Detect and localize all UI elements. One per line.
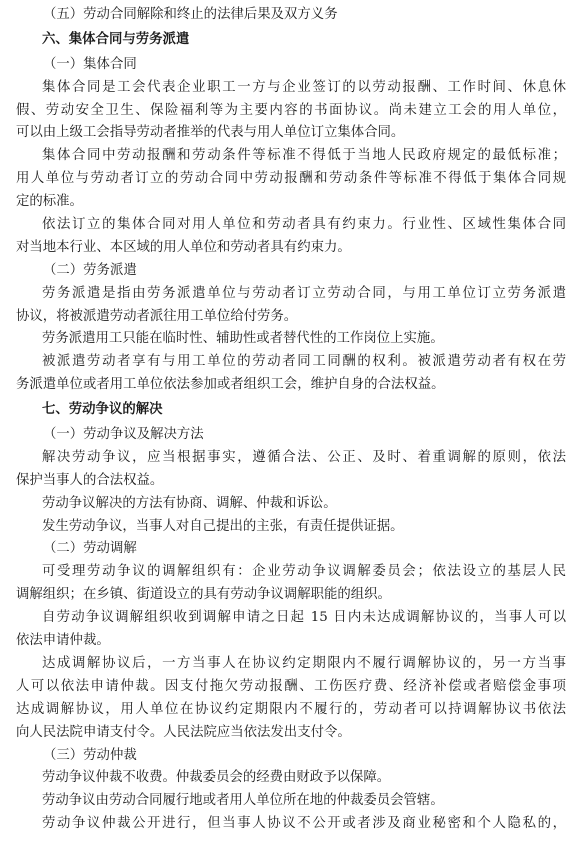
- paragraph-line: 定的标准。: [16, 194, 83, 210]
- paragraph-line: 集体合同是工会代表企业职工一方与企业签订的以劳动报酬、工作时间、休息休: [42, 79, 566, 95]
- paragraph-line: 集体合同中劳动报酬和劳动条件等标准不得低于当地人民政府规定的最低标准；: [42, 148, 566, 164]
- paragraph-line: 依法申请仲裁。: [16, 633, 110, 649]
- paragraph-line: 人可以依法申请仲裁。因支付拖欠劳动报酬、工伤医疗费、经济补偿或者赔偿金事项: [16, 678, 566, 694]
- paragraph-line: 劳动争议解决的方法有协商、调解、仲裁和诉讼。: [42, 495, 337, 511]
- paragraph-line: 务派遣单位或者用工单位依法参加或者组织工会，维护自身的合法权益。: [16, 377, 445, 393]
- section-heading: 六、集体合同与劳务派遣: [42, 31, 190, 47]
- paragraph-line: 保护当事人的合法权益。: [16, 472, 164, 488]
- paragraph-line: 劳务派遣是指由劳务派遣单位与劳动者订立劳动合同，与用工单位订立劳务派遣: [42, 285, 566, 301]
- paragraph-line: 对当地本行业、本区域的用人单位和劳动者具有约束力。: [16, 239, 351, 255]
- paragraph-line: 可受理劳动争议的调解组织有：企业劳动争议调解委员会；依法设立的基层人民: [42, 564, 566, 580]
- paragraph-line: 用人单位与劳动者订立的劳动合同中劳动报酬和劳动条件等标准不得低于集体合同规: [16, 171, 566, 187]
- section-heading: 七、劳动争议的解决: [42, 402, 163, 418]
- paragraph-line: 向人民法院申请支付令。人民法院应当依法发出支付令。: [16, 724, 351, 740]
- paragraph-line: 劳务派遣用工只能在临时性、辅助性或者替代性的工作岗位上实施。: [42, 331, 444, 347]
- paragraph-line: 劳动争议由劳动合同履行地或者用人单位所在地的仲裁委员会管辖。: [42, 793, 444, 809]
- paragraph-line: 假、劳动安全卫生、保险福利等为主要内容的书面协议。尚未建立工会的用人单位，: [16, 102, 566, 118]
- paragraph-line: 依法订立的集体合同对用人单位和劳动者具有约束力。行业性、区域性集体合同: [42, 217, 566, 233]
- subsection-heading: （三）劳动仲裁: [43, 747, 137, 763]
- paragraph-line: 协议，将被派遣劳动者派往用工单位给付劳务。: [16, 308, 298, 324]
- subsection-heading: （二）劳动调解: [43, 541, 137, 557]
- subsection-heading: （二）劳务派遣: [43, 262, 137, 278]
- paragraph-line: 被派遣劳动者享有与用工单位的劳动者同工同酬的权利。被派遣劳动者有权在劳: [42, 354, 566, 370]
- paragraph-line: 达成调解协议后，一方当事人在协议约定期限内不履行调解协议的，另一方当事: [42, 655, 566, 671]
- paragraph-line: 发生劳动争议，当事人对自己提出的主张，有责任提供证据。: [42, 518, 404, 534]
- paragraph-line: 达成调解协议，用人单位在协议约定期限内不履行的，劳动者可以持调解协议书依法: [16, 701, 566, 717]
- paragraph-line: 可以由上级工会指导劳动者推举的代表与用人单位订立集体合同。: [16, 125, 405, 141]
- subsection-heading: （五）劳动合同解除和终止的法律后果及双方义务: [43, 7, 338, 22]
- paragraph-line: 调解组织；在乡镇、街道设立的具有劳动争议调解职能的组织。: [16, 587, 391, 603]
- paragraph-line: 解决劳动争议，应当根据事实，遵循合法、公正、及时、着重调解的原则，依法: [42, 449, 566, 465]
- paragraph-line: 劳动争议仲裁公开进行，但当事人协议不公开或者涉及商业秘密和个人隐私的，: [42, 816, 566, 832]
- paragraph-line: 自劳动争议调解组织收到调解申请之日起 15 日内未达成调解协议的，当事人可以: [42, 610, 566, 626]
- document-page: [16, 4, 566, 836]
- subsection-heading: （一）劳动争议及解决方法: [43, 427, 204, 443]
- subsection-heading: （一）集体合同: [43, 56, 137, 72]
- paragraph-line: 劳动争议仲裁不收费。仲裁委员会的经费由财政予以保障。: [42, 770, 391, 786]
